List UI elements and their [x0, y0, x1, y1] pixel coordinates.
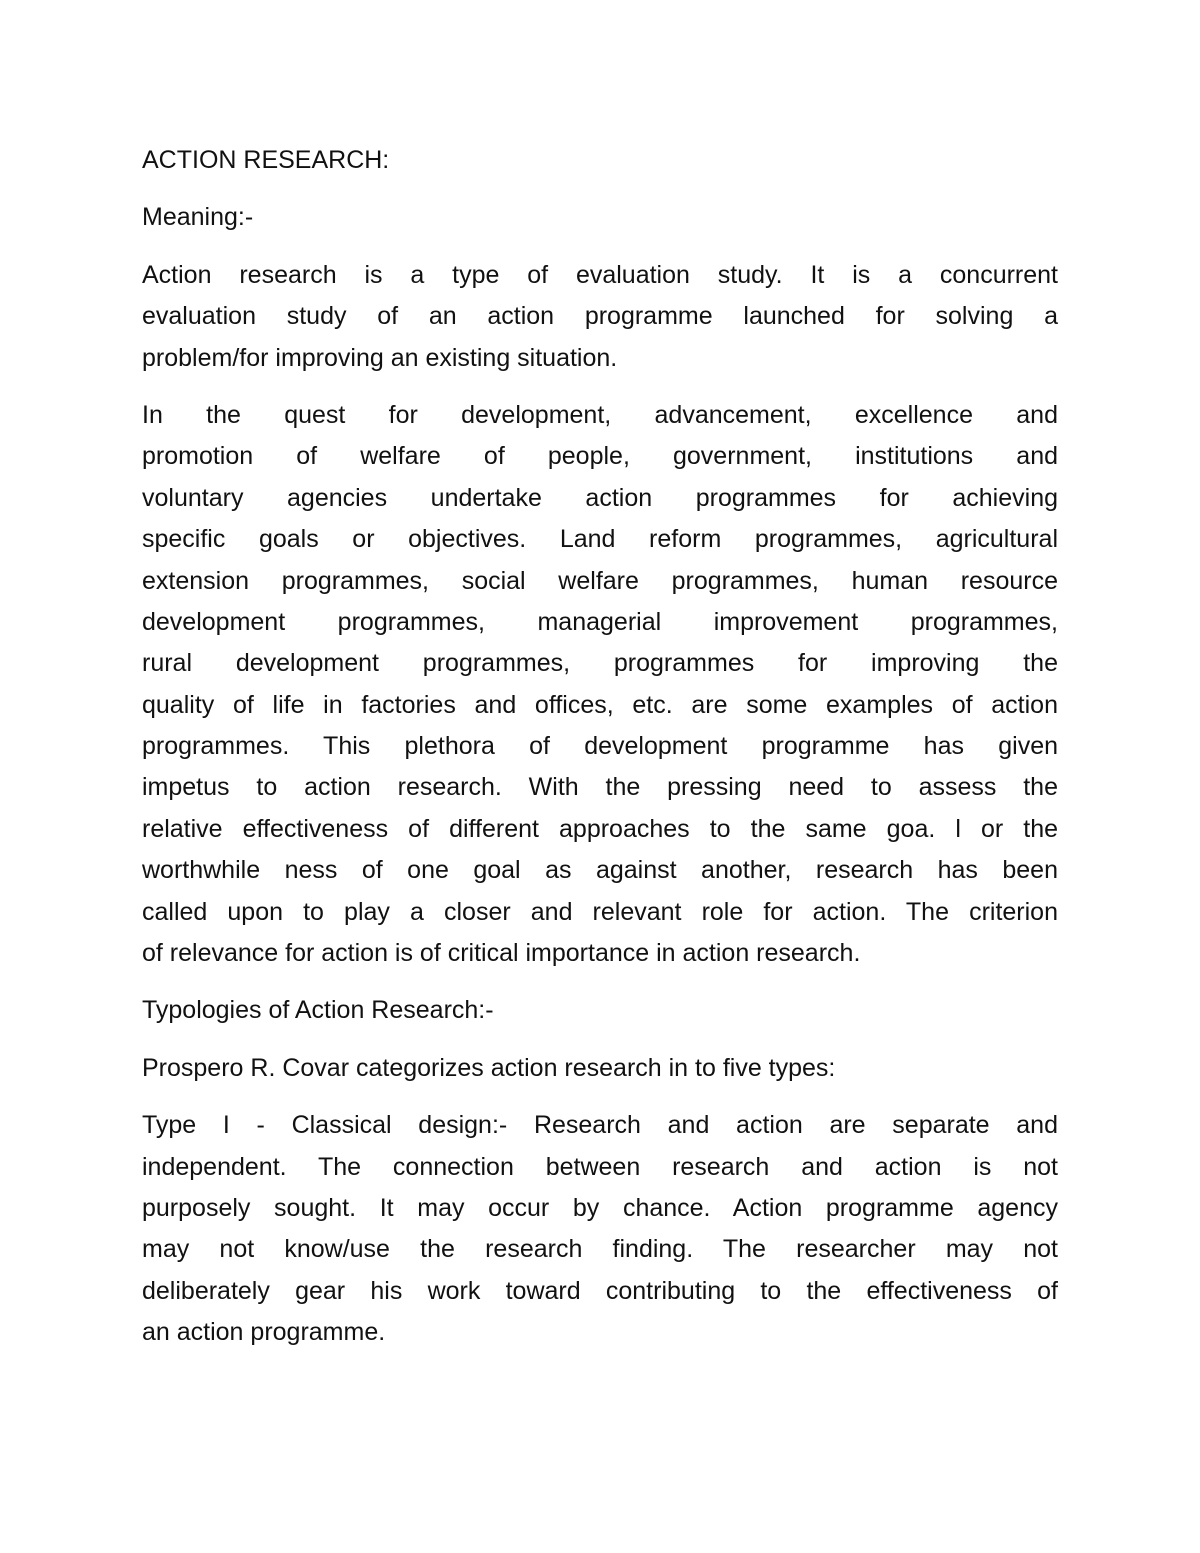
spacer: [142, 1032, 1058, 1048]
meaning-heading: Meaning:-: [142, 203, 254, 232]
paragraph-line: an action programme.: [142, 1318, 386, 1347]
paragraph-line: relative effectiveness of different approaches to the same goa. l or the: [142, 814, 1058, 843]
paragraph-line: of relevance for action is of critical importance in action research.: [142, 939, 861, 968]
paragraph-line: independent. The connection between research and action is not: [142, 1152, 1058, 1181]
spacer: [142, 379, 1058, 395]
paragraph-line: purposely sought. It may occur by chance. Action programme agency: [142, 1193, 1058, 1222]
paragraph-line: Action research is a type of evaluation study. It is a concurrent: [142, 260, 1058, 289]
paragraph-line: programmes. This plethora of development programme has given: [142, 732, 1058, 761]
paragraph-line: impetus to action research. With the pressing need to assess the: [142, 773, 1058, 802]
paragraph-line: promotion of welfare of people, government, institutions and: [142, 442, 1058, 471]
paragraph-type-one: [142, 1105, 1058, 1353]
paragraph-line: quality of life in factories and offices, etc. are some examples of action: [142, 690, 1058, 719]
typologies-heading: Typologies of Action Research:-: [142, 996, 494, 1025]
paragraph-development: [142, 395, 1058, 974]
document-title: ACTION RESEARCH:: [142, 146, 390, 174]
paragraph-line: specific goals or objectives. Land reform programmes, agricultural: [142, 525, 1058, 554]
paragraph-line: rural development programmes, programmes for improving the: [142, 649, 1058, 678]
spacer: [142, 239, 1058, 255]
paragraph-line: voluntary agencies undertake action programmes for achieving: [142, 483, 1058, 512]
paragraph-line: may not know/use the research finding. The researcher may not: [142, 1235, 1058, 1264]
spacer: [142, 1089, 1058, 1105]
paragraph-meaning: [142, 255, 1058, 379]
paragraph-line: In the quest for development, advancement, excellence and: [142, 400, 1058, 429]
spacer: [142, 181, 1058, 197]
document-body: [142, 140, 1058, 1354]
spacer: [142, 974, 1058, 990]
paragraph-line: development programmes, managerial improvement programmes,: [142, 607, 1058, 636]
paragraph-line: extension programmes, social welfare programmes, human resource: [142, 566, 1058, 595]
paragraph-line: problem/for improving an existing situation.: [142, 343, 618, 372]
paragraph-line: called upon to play a closer and relevant role for action. The criterion: [142, 897, 1058, 926]
covar-intro: Prospero R. Covar categorizes action research in to five types:: [142, 1053, 836, 1082]
paragraph-line: evaluation study of an action programme launched for solving a: [142, 302, 1058, 331]
paragraph-line: deliberately gear his work toward contributing to the effectiveness of: [142, 1276, 1058, 1305]
paragraph-line: worthwhile ness of one goal as against another, research has been: [142, 856, 1058, 885]
paragraph-line: Type I - Classical design:- Research and action are separate and: [142, 1111, 1058, 1140]
